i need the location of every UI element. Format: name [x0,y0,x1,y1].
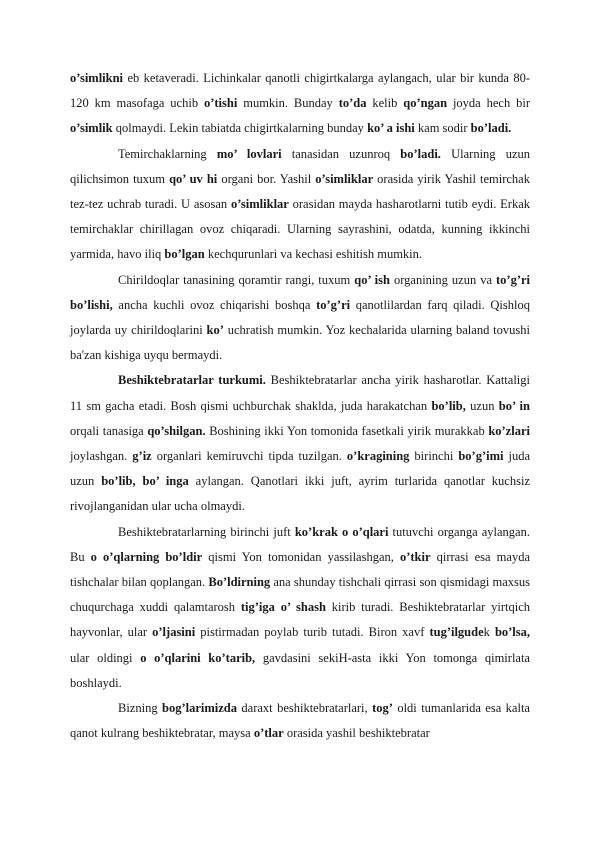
text-run: uchratish mumkin. Yoz kechalarida ularning baland tovushi ba'zan kishiga uyqu bermaydi. [70,323,530,363]
text-run: oldi tumanlarida esa kalta qanot kulrang beshiktebratar, maysa [70,701,530,741]
bold-term: tig’iga o’ shash [240,600,326,615]
text-run: juda uzun [70,449,530,489]
bold-term: o o’qlarning bo’ldir [90,549,203,564]
bold-term: o’tishi [203,96,238,111]
bold-term: o o’qlarini ko’tarib, [140,650,256,665]
bold-term: bo’lsa, [494,625,531,640]
bold-term: mo’ lovlari [216,146,282,161]
bold-term: tog’ [372,701,393,716]
bold-term: bo’ladi. [470,121,512,136]
document-page [70,66,530,746]
body-paragraph [70,368,530,519]
body-paragraph [70,520,530,696]
text-run: qolmaydi. Lekin tabiatda chigirtkalarning bunday [112,121,368,136]
text-run: Temirchaklarning [118,146,217,161]
bold-term: g’iz [132,449,152,464]
text-run: orasidan mayda hasharotlarni tutib eydi. Erkak temirchaklar chirillagan ovoz chiqaradi. Ularning sayrashini, odatda, kunning ikkinchi yarmida, havo iliq [70,197,530,262]
text-run: Chirildoqlar tanasining qoramtir rangi, tuxum [118,272,355,287]
bold-term: o’tkir [399,549,431,564]
text-run: kirib turadi. Beshiktebratarlar yirtqich hayvonlar, ular [70,600,531,640]
text-run: orasida yirik Yashil temirchak tez-tez uchrab turadi. U asosan [70,171,530,212]
bold-term: to’da [338,96,367,111]
text-run: aylangan. Qanotlari ikki juft, ayrim turlarida qanotlar kuchsiz rivojlanganidan ular ucha olmaydi. [70,474,530,514]
bold-term: ko’ [206,323,224,338]
bold-term: o’ljasini [152,625,196,640]
text-run: orasida yashil beshiktebratar [283,726,430,741]
bold-term: tug’ilgude [429,625,484,640]
text-run: tutuvchi organga aylangan. Bu [70,524,530,564]
text-run: pistirmadan poylab turib tutadi. Biron xavf [195,625,430,640]
bold-term: qo’ngan [403,96,448,111]
bold-term: to’g’ri [316,297,351,312]
bold-term: o’simliklar [315,171,374,186]
bold-term: bo’lib, bo’ inga [101,474,189,489]
bold-term: bo’ladi. [400,146,441,161]
text-run: ular oldingi [70,650,141,665]
text-run: ana shunday tishchali qirrasi son qismidagi maxsus chuqurchaga xuddi qalamtarosh [70,575,530,615]
text-run: k [483,625,495,640]
text-run: joylashgan. [70,449,133,464]
text-run: gavdasini sekiH-asta ikki Yon tomonga qimirlata boshlaydi. [70,650,530,690]
text-run: tanasidan uzunroq [281,146,401,161]
text-run: Bizning [118,701,162,716]
text-run: birinchi [409,449,459,464]
text-run: Boshining ikki Yon tomonida fasetkali yirik murakkab [205,423,489,438]
text-run: organining uzun va [389,272,496,287]
text-run: kam sodir [414,121,471,136]
bold-term: bog’larimizda [162,701,237,716]
text-run: ancha kuchli ovoz chiqarishi boshqa [112,297,317,312]
bold-term: ko’krak o o’qlari [294,524,389,539]
bold-term: bo’lib, [431,398,466,413]
text-run: qirrasi esa mayda tishchalar bilan qoplangan. [70,549,530,590]
text-run: eb ketaveradi. Lichinkalar qanotli chigirtkalarga aylangach, ular bir kunda 80-120 km masofaga uchib [70,71,530,111]
body-paragraph [70,696,530,746]
text-run: orqali tanasiga [70,423,148,438]
text-run: mumkin. Bunday [237,96,339,111]
bold-term: qo’ uv hi [169,171,218,186]
bold-term: bo’g’imi [458,449,504,464]
text-run: Beshiktebratarlar ancha yirik hasharotlar. Kattaligi 11 sm gacha etadi. Bosh qismi uchburchak shaklda, juda harakatchan [70,373,530,413]
bold-term: Bo’ldirning [208,575,271,590]
bold-term: o’simlik [70,121,113,136]
bold-term: o’simliklar [230,197,289,212]
bold-term: o’simlikni [70,71,124,85]
text-run: Ularning uzun qilichsimon tuxum [70,146,530,186]
text-run: qanotlilardan farq qiladi. Qishloq joylarda uy chirildoqlarini [70,297,530,338]
text-run: Beshiktebratarlarning birinchi juft [118,524,295,539]
text-run: kelib [366,96,404,111]
bold-term: bo’lgan [164,247,205,262]
bold-term: o’tlar [253,726,284,741]
text-run: organi bor. Yashil [217,171,316,186]
text-run: daraxt beshiktebratarlari, [237,701,373,716]
bold-term: bo’ in [498,398,530,413]
bold-term: qo’ ish [354,272,390,287]
bold-term: o’kragining [346,449,410,464]
bold-term: Beshiktebratarlar turkumi. [118,373,266,388]
body-paragraph [70,142,530,268]
body-paragraph [70,268,530,369]
bold-term: to’g’ri bo’lishi, [70,272,531,312]
bold-term: ko’zlari [488,423,530,438]
body-paragraph [70,66,530,142]
bold-term: ko’ a ishi [367,121,415,136]
text-run: kechqurunlari va kechasi eshitish mumkin. [204,247,423,262]
text-run: uzun [465,398,499,413]
text-run: qismi Yon tomonidan yassilashgan, [202,549,400,564]
text-run: joyda hech bir [447,96,531,111]
text-run: organlari kemiruvchi tipda tuzilgan. [151,449,347,464]
bold-term: qo’shilgan. [147,423,206,438]
